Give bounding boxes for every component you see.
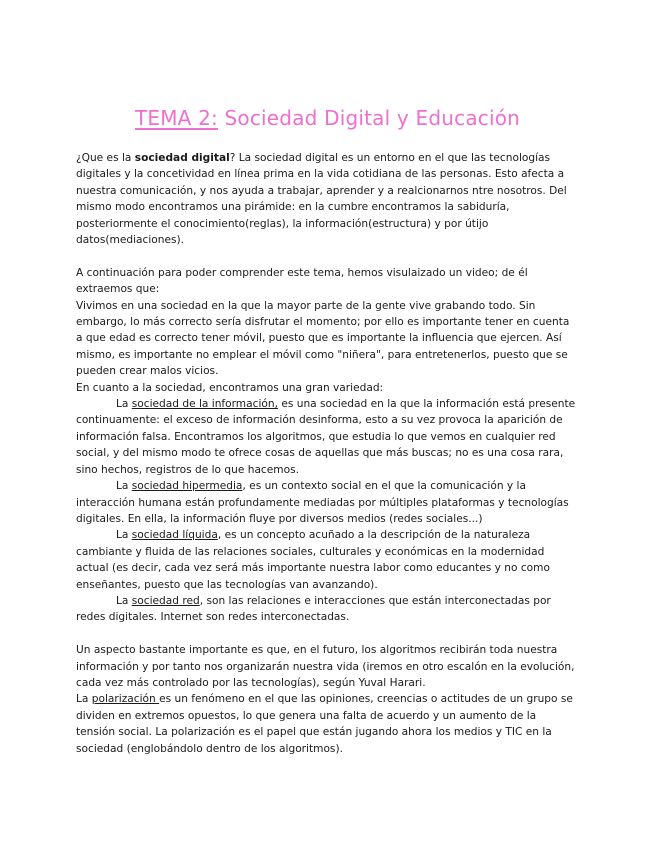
item-sociedad-liquida [76,527,576,593]
item-term-informacion: sociedad de la información, [131,398,278,411]
intro-bold-term: sociedad digital [134,152,230,164]
title-prefix: TEMA 2: [134,106,218,130]
document-body [76,150,576,757]
title-text: Sociedad Digital y Educación [217,106,521,130]
item-text: , son las relaciones e interacciones que están interconectadas por redes digitales. Internet son redes interconectadas. [76,594,551,624]
page-title [0,106,655,130]
society-variety-line: En cuanto a la sociedad, encontramos una gran variedad: [76,381,384,394]
item-sociedad-informacion [76,396,576,478]
intro-text: ? La sociedad digital es un entorno en el que las tecnologías digitales y la concetividad en línea prima en la vida cotidiana de las personas. Esto afecta a nuestra comunicación, y nos ayuda a trabajar, aprender y a realcionarnos ntre nosotros. Del mismo modo encontramos una pirámide: en la cumbre encontramos la sabiduría, posteriormente el conocimiento(reglas), la información(estructura) y por útijo datos(mediaciones). [76,152,567,247]
spacer [76,626,576,642]
item-lead: La [116,398,132,411]
item-term-liquida: sociedad líquida [131,529,218,542]
item-lead: La [116,594,132,607]
item-text: , es un concepto acuñado a la descripción de la naturaleza cambiante y fluida de las relaciones sociales, culturales y económicas en la modernidad actual (es decir, cada vez será más importante nuestra labor como educantes y no como enseñantes, puesto que las tecnologías van avanzando). [76,529,550,591]
item-text: , es un contexto social en el que la comunicación y la interacción humana están profundamente mediadas por múltiples plataformas y tecnologías digitales. En ella, la información fluye por diversos medios (redes sociales...) [76,480,569,525]
item-term-hipermedia: sociedad hipermedia [131,480,243,493]
intro-paragraph [76,150,576,248]
item-text: es una sociedad en la que la información está presente continuamente: el exceso de información desinforma, esto a su vez provoca la aparición de información falsa. Encontramos los algoritmos, que estudia lo que vemos en cualquier red social, y del mismo modo te ofrece cosas de aquellas que más buscas; no es una cosa rara, sino hechos, registros de lo que hacemos. [76,398,576,476]
item-sociedad-hipermedia [76,478,576,527]
polarization-term: polarización [91,693,160,706]
item-sociedad-red [76,593,576,626]
item-term-red: sociedad red [131,594,200,607]
item-lead: La [116,480,132,493]
algorithms-paragraph: Un aspecto bastante importante es que, en el futuro, los algoritmos recibirán toda nuestra información y por tanto nos organizarán nuestra vida (iremos en otro escalón en la evolución, cada vez más controlado por las tecnologías), según Yuval Harari. [76,644,575,689]
polarization-text: es un fenómeno en el que las opiniones, creencias o actitudes de un grupo se dividen en extremos opuestos, lo que genera una falta de acuerdo y un aumento de la tensión social. La polarización es el papel que están jugando ahora los medios y TIC en la sociedad (englobándolo dentro de los algoritmos). [76,693,573,755]
video-summary-paragraph: Vivimos en una sociedad en la que la mayor parte de la gente vive grabando todo. Sin embargo, lo más correcto sería disfrutar el momento; por ello es importante tener en cuenta a que edad es correcto tener móvil, puesto que es importante la influencia que ejercen. Así mismo, es importante no emplear el móvil como "niñera", para entretenerlos, puesto que se pueden crear malos vicios. [76,299,570,378]
intro-lead: ¿Que es la [76,152,135,164]
polarization-paragraph [76,691,576,757]
item-lead: La [116,529,132,542]
video-intro-line: A continuación para poder comprender este tema, hemos visulaizado un video; de él extraemos que: [76,266,528,296]
polarization-lead: La [76,693,92,706]
spacer [76,248,576,264]
